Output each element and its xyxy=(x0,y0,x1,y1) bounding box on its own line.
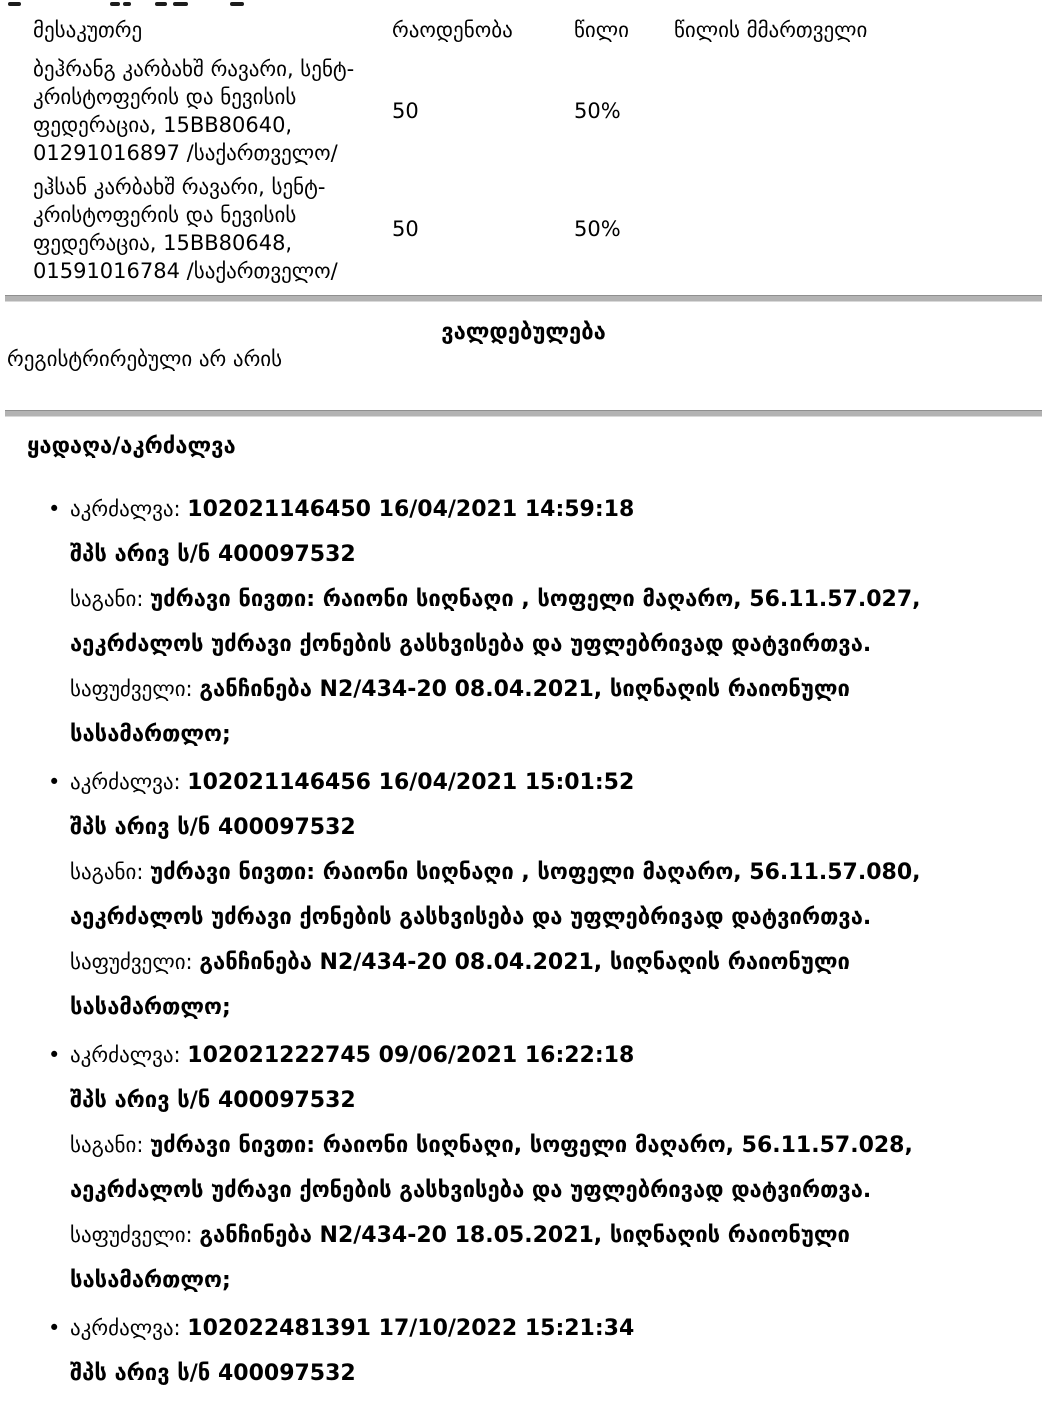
owner-quantity: 50 xyxy=(392,99,419,123)
seizure-item xyxy=(70,760,950,1030)
owner-quantity: 50 xyxy=(392,217,419,241)
subject-text: უძრავი ნივთი: რაიონი სიღნაღი, სოფელი მაღარო, 56.11.57.028, აეკრძალოს უძრავი ქონების გასხვისება და უფლებრივად დატვირთვა. xyxy=(70,1133,913,1203)
owner-name: ეჰსან კარბახშ რავარი, სენტ-კრისტოფერის და ნევისის ფედერაცია, 15BB80648, 01591016784 /საქართველო/ xyxy=(33,175,338,283)
seizure-company: შპს არივ ს/ნ 400097532 xyxy=(70,1088,356,1113)
subject-text: უძრავი ნივთი: რაიონი სიღნაღი , სოფელი მაღარო, 56.11.57.080, აეკრძალოს უძრავი ქონების გასხვისება და უფლებრივად დატვირთვა. xyxy=(70,860,921,930)
seizure-basis-line xyxy=(70,667,950,757)
seizure-entry-label: აკრძალვა: xyxy=(70,497,181,521)
clipped-text-fragment xyxy=(0,0,1047,8)
clipped-glyph xyxy=(8,2,21,6)
seizure-id-datetime: 102021146450 16/04/2021 14:59:18 xyxy=(187,497,635,522)
seizure-entry-label: აკრძალვა: xyxy=(70,1043,181,1067)
seizure-item xyxy=(70,1033,950,1303)
owner-share: 50% xyxy=(574,217,621,241)
seizure-list xyxy=(0,487,1047,1396)
seizure-entry-label: აკრძალვა: xyxy=(70,1316,181,1340)
basis-text: განჩინება N2/434-20 08.04.2021, სიღნაღის რაიონული სასამართლო; xyxy=(70,950,850,1020)
obligation-status: რეგისტრირებული არ არის xyxy=(7,347,283,371)
basis-label: საფუძველი: xyxy=(70,677,193,701)
seizure-company: შპს არივ ს/ნ 400097532 xyxy=(70,815,356,840)
subject-label: საგანი: xyxy=(70,1133,144,1157)
obligation-title: ვალდებულება xyxy=(441,320,606,345)
seizure-company: შპს არივ ს/ნ 400097532 xyxy=(70,1361,356,1386)
subject-text: უძრავი ნივთი: რაიონი სიღნაღი , სოფელი მაღარო, 56.11.57.027, აეკრძალოს უძრავი ქონების გასხვისება და უფლებრივად დატვირთვა. xyxy=(70,587,921,657)
basis-label: საფუძველი: xyxy=(70,1223,193,1247)
col-header-share-manager: წილის მმართველი xyxy=(674,18,868,42)
clipped-glyph xyxy=(230,2,244,6)
seizure-subject-line xyxy=(70,1123,950,1213)
seizure-id-line xyxy=(70,1033,950,1078)
seizure-id-line xyxy=(70,760,950,805)
basis-label: საფუძველი: xyxy=(70,950,193,974)
clipped-glyph xyxy=(110,2,120,6)
seizure-section xyxy=(0,433,1047,1396)
subject-label: საგანი: xyxy=(70,587,144,611)
seizure-id-line xyxy=(70,487,950,532)
subject-label: საგანი: xyxy=(70,860,144,884)
col-header-quantity: რაოდენობა xyxy=(392,18,513,42)
seizure-item xyxy=(70,1306,950,1396)
clipped-glyph xyxy=(173,2,188,6)
owner-name: ბეჰრანგ კარბახშ რავარი, სენტ-კრისტოფერის და ნევისის ფედერაცია, 15BB80640, 01291016897 /საქართველო/ xyxy=(33,57,355,165)
seizure-subject-line xyxy=(70,577,950,667)
obligation-section xyxy=(0,320,1047,372)
section-divider xyxy=(5,410,1042,417)
table-row xyxy=(33,55,1037,167)
seizure-entry-label: აკრძალვა: xyxy=(70,770,181,794)
col-header-owner: მესაკუთრე xyxy=(33,18,143,42)
owner-share: 50% xyxy=(574,99,621,123)
seizure-id-datetime: 102021222745 09/06/2021 16:22:18 xyxy=(187,1043,635,1068)
seizure-title: ყადაღა/აკრძალვა xyxy=(27,434,236,459)
col-header-share: წილი xyxy=(574,18,629,42)
seizure-id-datetime: 102021146456 16/04/2021 15:01:52 xyxy=(187,770,635,795)
table-row xyxy=(33,173,1037,285)
seizure-id-datetime: 102022481391 17/10/2022 15:21:34 xyxy=(187,1316,635,1341)
basis-text: განჩინება N2/434-20 18.05.2021, სიღნაღის რაიონული სასამართლო; xyxy=(70,1223,850,1293)
seizure-company: შპს არივ ს/ნ 400097532 xyxy=(70,542,356,567)
section-divider xyxy=(5,295,1042,302)
seizure-basis-line xyxy=(70,940,950,1030)
owners-table-body xyxy=(33,55,1037,285)
seizure-id-line xyxy=(70,1306,950,1351)
seizure-basis-line xyxy=(70,1213,950,1303)
clipped-glyph xyxy=(123,2,131,6)
basis-text: განჩინება N2/434-20 08.04.2021, სიღნაღის რაიონული სასამართლო; xyxy=(70,677,850,747)
clipped-glyph xyxy=(155,2,167,6)
owners-table xyxy=(33,18,1037,285)
seizure-item xyxy=(70,487,950,757)
seizure-subject-line xyxy=(70,850,950,940)
owners-table-header xyxy=(33,18,1037,43)
